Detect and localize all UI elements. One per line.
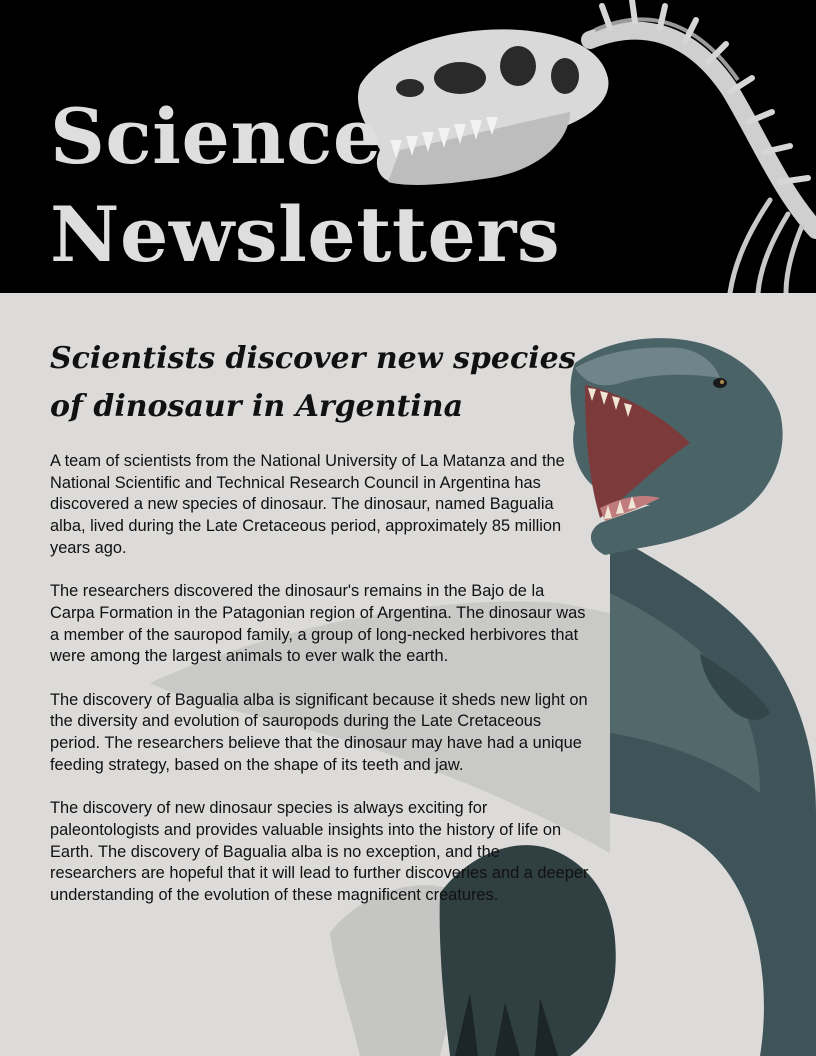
- article-paragraph: The researchers discovered the dinosaur's remains in the Bajo de la Carpa Formation in the Patagonian region of Argentina. The dinosaur was a member of the sauropod family, a group of long-necked herbivores that were among the largest animals to ever walk the earth.: [50, 582, 586, 666]
- header-banner: [0, 0, 816, 293]
- article-headline: [50, 335, 576, 431]
- article-paragraph: The discovery of new dinosaur species is always exciting for paleontologists and provides valuable insights into the history of life on Earth. The discovery of Bagualia alba is no exception, and the researchers are hopeful that it will lead to further discoveries and a deeper understanding of the evolution of these magnificent creatures.: [50, 799, 589, 905]
- newsletter-title-line1: Science: [50, 92, 382, 181]
- newsletter-title: [50, 88, 560, 284]
- newsletter-title-line2: Newsletters: [50, 190, 561, 279]
- article-paragraph: A team of scientists from the National University of La Matanza and the National Scientific and Technical Research Council in Argentina has discovered a new species of dinosaur. The dinosaur, named Bagualia alba, lived during the Late Cretaceous period, approximately 85 million years ago.: [50, 452, 565, 557]
- article-paragraph: The discovery of Bagualia alba is significant because it sheds new light on the diversity and evolution of sauropods during the Late Cretaceous period. The researchers believe that the dinosaur may have had a unique feeding strategy, based on the shape of its teeth and jaw.: [50, 690, 588, 774]
- article-body: [50, 451, 590, 928]
- article-headline-line1: Scientists discover new species: [50, 341, 576, 376]
- article-headline-line2: of dinosaur in Argentina: [50, 389, 464, 424]
